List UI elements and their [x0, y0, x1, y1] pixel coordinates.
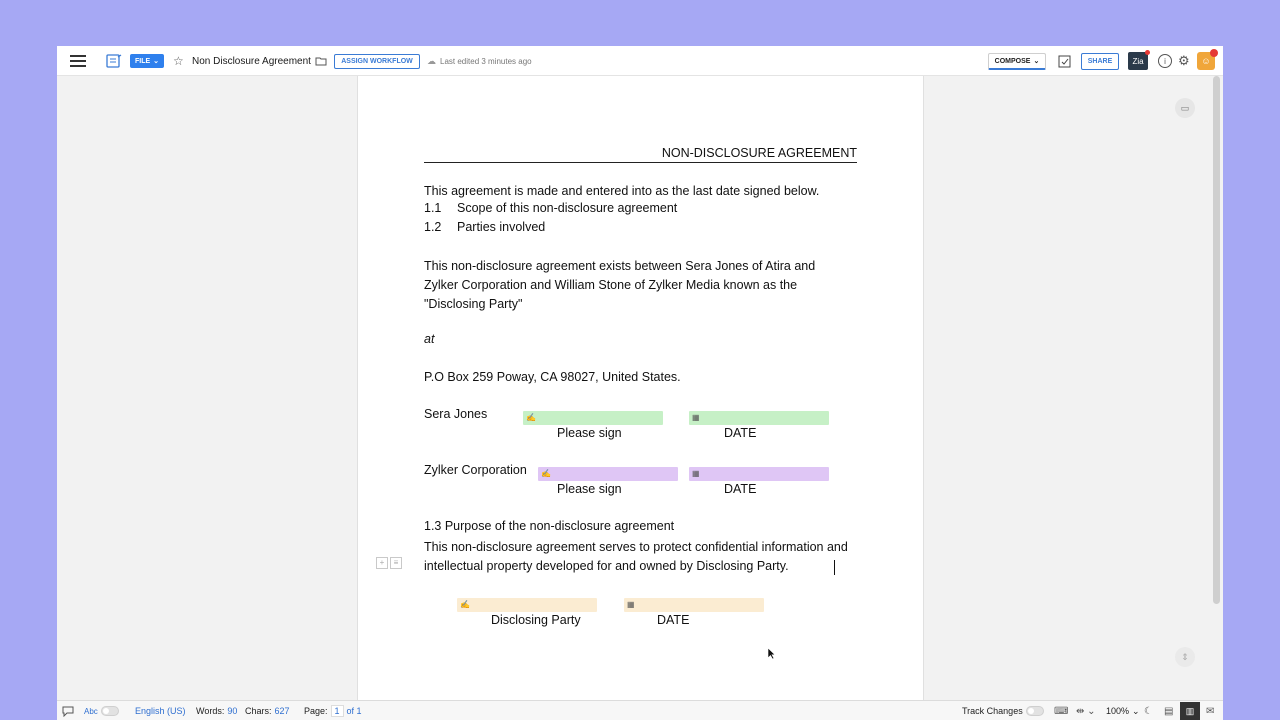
comment-icon[interactable] [62, 701, 74, 720]
calendar-icon: ▦ [627, 600, 635, 609]
assign-workflow-button[interactable]: ASSIGN WORKFLOW [334, 54, 420, 69]
chevron-down-icon: ⌄ [153, 58, 160, 65]
calendar-icon: ▦ [692, 469, 700, 478]
signature-icon: ✍ [526, 413, 536, 422]
date-field[interactable] [624, 598, 764, 612]
dark-mode-icon[interactable]: ☾ [1144, 705, 1153, 717]
track-changes-switch[interactable] [1026, 706, 1044, 716]
chevron-down-icon: ⌄ [1132, 705, 1140, 716]
signer-name-sera: Sera Jones [424, 407, 488, 421]
purpose-paragraph[interactable]: This non-disclosure agreement serves to protect confidential information and intellectual property developed for and owned by Disclosing Party. [424, 540, 848, 573]
spellcheck-label: Abc [84, 706, 98, 716]
page-label: Page: [304, 706, 328, 716]
block-handle[interactable] [376, 557, 402, 569]
vertical-scrollbar[interactable] [1213, 76, 1220, 604]
side-panel-toggle-icon[interactable]: ▭ [1175, 98, 1195, 118]
read-mode-icon[interactable]: ▥ [1180, 702, 1200, 720]
disclosing-party-label: Disclosing Party [491, 613, 581, 627]
document-heading[interactable]: NON-DISCLOSURE AGREEMENT [661, 146, 857, 160]
gear-icon[interactable]: ⚙ [1178, 53, 1190, 68]
page-indicator [304, 701, 362, 720]
document-icon[interactable] [106, 46, 122, 76]
info-icon[interactable]: i [1158, 54, 1172, 68]
signature-field[interactable] [457, 598, 597, 612]
cloud-icon: ☁ [427, 55, 436, 66]
chevron-down-icon: ⌄ [1033, 58, 1040, 65]
editor-window [57, 46, 1223, 720]
spellcheck-switch[interactable] [101, 706, 119, 716]
share-button[interactable]: SHARE [1081, 53, 1119, 70]
page-total: of 1 [346, 706, 362, 716]
notification-dot [1145, 50, 1150, 55]
chars-label: Chars: [245, 706, 272, 716]
scroll-navigator-icon[interactable]: ⇕ [1175, 647, 1195, 667]
char-count [245, 701, 290, 720]
keyboard-icon[interactable]: ⌨ [1054, 705, 1069, 717]
language-selector[interactable]: English (US) [135, 706, 186, 716]
words-label: Words: [196, 706, 225, 716]
file-label: FILE [134, 57, 151, 65]
zoom-selector[interactable] [1106, 701, 1140, 720]
signature-field[interactable] [538, 467, 678, 481]
date-label: DATE [657, 613, 690, 627]
word-count [196, 701, 237, 720]
please-sign-label: Please sign [557, 426, 622, 440]
date-field[interactable] [689, 467, 829, 481]
menu-icon[interactable] [69, 46, 87, 76]
star-icon[interactable]: ☆ [173, 54, 184, 68]
last-edited-text: Last edited 3 minutes ago [440, 56, 532, 66]
last-edited-status [427, 46, 532, 76]
heading-divider [424, 162, 857, 163]
date-label: DATE [724, 482, 757, 496]
address-text[interactable]: P.O Box 259 Poway, CA 98027, United States. [424, 370, 681, 384]
page-width-icon[interactable]: ⇹ ⌄ [1076, 705, 1096, 717]
avatar-badge [1210, 49, 1218, 57]
add-block-icon[interactable]: + [376, 557, 388, 569]
avatar[interactable]: ☺ [1197, 52, 1215, 70]
text-cursor [834, 560, 835, 575]
compose-button[interactable] [988, 53, 1046, 70]
signature-field[interactable] [523, 411, 663, 425]
track-changes-label: Track Changes [962, 706, 1023, 716]
status-bar [57, 700, 1223, 720]
list-number-1-1: 1.1 [424, 201, 442, 215]
date-field[interactable] [689, 411, 829, 425]
signer-name-zylker: Zylker Corporation [424, 463, 527, 477]
track-changes-toggle[interactable] [962, 701, 1044, 720]
chars-value: 627 [274, 706, 290, 716]
page-input[interactable]: 1 [331, 705, 344, 717]
compose-label: COMPOSE [994, 57, 1031, 65]
list-item-scope[interactable]: Scope of this non-disclosure agreement [457, 201, 678, 215]
document-page[interactable] [357, 76, 924, 720]
at-text[interactable]: at [424, 332, 435, 346]
date-label: DATE [724, 426, 757, 440]
zia-button[interactable]: Zia [1128, 52, 1148, 70]
purpose-heading[interactable]: 1.3 Purpose of the non-disclosure agreement [424, 519, 675, 533]
review-icon[interactable] [1056, 52, 1072, 70]
parties-paragraph[interactable]: This non-disclosure agreement exists between Sera Jones of Atira and Zylker Corporation and William Stone of Zylker Media known as the "Disclosing Party" [424, 259, 816, 311]
intro-paragraph[interactable]: This agreement is made and entered into as the last date signed below. [424, 184, 820, 198]
paragraph-menu-icon[interactable]: ≡ [390, 557, 402, 569]
top-toolbar [57, 46, 1223, 76]
list-item-parties[interactable]: Parties involved [457, 220, 546, 234]
file-menu-button[interactable] [130, 54, 164, 68]
words-value: 90 [227, 706, 238, 716]
mail-icon[interactable]: ✉ [1206, 705, 1215, 717]
spellcheck-toggle[interactable] [84, 701, 119, 720]
zoom-value: 100% [1106, 706, 1130, 716]
list-number-1-2: 1.2 [424, 220, 442, 234]
please-sign-label: Please sign [557, 482, 622, 496]
folder-icon[interactable] [315, 46, 327, 76]
mouse-pointer-icon [767, 647, 776, 660]
signature-icon: ✍ [541, 469, 551, 478]
calendar-icon: ▦ [692, 413, 700, 422]
document-title[interactable]: Non Disclosure Agreement [192, 55, 311, 67]
layout-view-icon[interactable]: ▤ [1164, 705, 1174, 717]
signature-icon: ✍ [460, 600, 470, 609]
